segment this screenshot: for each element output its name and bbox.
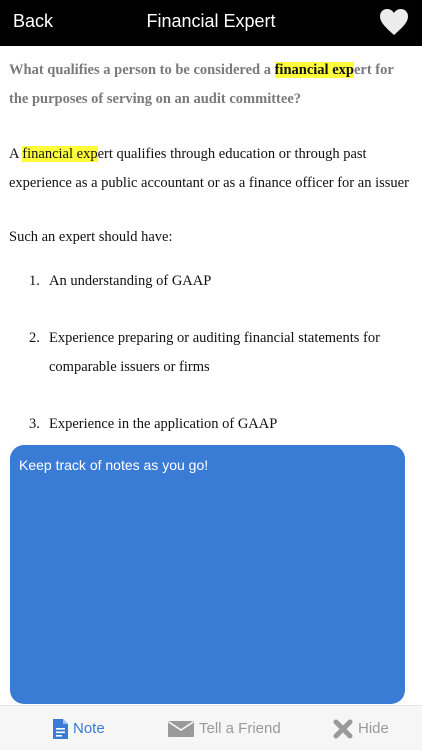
question-part: ert for the purposes of serving on an audit committee?	[9, 62, 394, 107]
notes-textarea[interactable]	[10, 445, 405, 704]
list-number: 3.	[29, 416, 40, 432]
article-content	[9, 56, 413, 439]
tab-hide[interactable]	[333, 706, 389, 750]
back-button[interactable]: Back	[13, 11, 54, 31]
answer-part: A	[9, 146, 23, 162]
answer-text	[9, 140, 413, 198]
close-icon	[333, 719, 353, 739]
question-text	[9, 56, 413, 114]
document-icon	[52, 719, 68, 739]
question-part: What qualifies a person to be considered a	[9, 62, 275, 78]
tab-tell-a-friend[interactable]	[168, 706, 281, 750]
list-item	[29, 267, 413, 296]
envelope-icon	[168, 721, 194, 737]
list-intro: Such an expert should have:	[9, 229, 173, 245]
tab-bar	[0, 705, 422, 750]
list-text: Experience in the application of GAAP	[49, 416, 278, 432]
list-text: Experience preparing or auditing financial statements for comparable issuers or firms	[49, 330, 380, 375]
notes-placeholder: Keep track of notes as you go!	[19, 457, 209, 473]
tab-note[interactable]	[52, 706, 105, 750]
requirements-list	[9, 267, 413, 439]
list-item	[29, 324, 413, 382]
tab-note-label: Note	[73, 720, 105, 737]
list-number: 1.	[29, 273, 40, 289]
page-title: Financial Expert	[146, 11, 276, 31]
answer-part: ert qualifies through education or through past experience as a public accountant or as a finance officer for an issuer	[9, 146, 409, 191]
heart-icon[interactable]	[379, 8, 409, 36]
list-text: An understanding of GAAP	[49, 273, 212, 289]
search-highlight: financial exp	[22, 146, 98, 162]
navigation-bar	[0, 0, 422, 46]
tab-tell-a-friend-label: Tell a Friend	[199, 720, 281, 737]
search-highlight: financial exp	[274, 62, 354, 78]
tab-hide-label: Hide	[358, 720, 389, 737]
list-item	[29, 410, 413, 439]
list-number: 2.	[29, 330, 40, 346]
